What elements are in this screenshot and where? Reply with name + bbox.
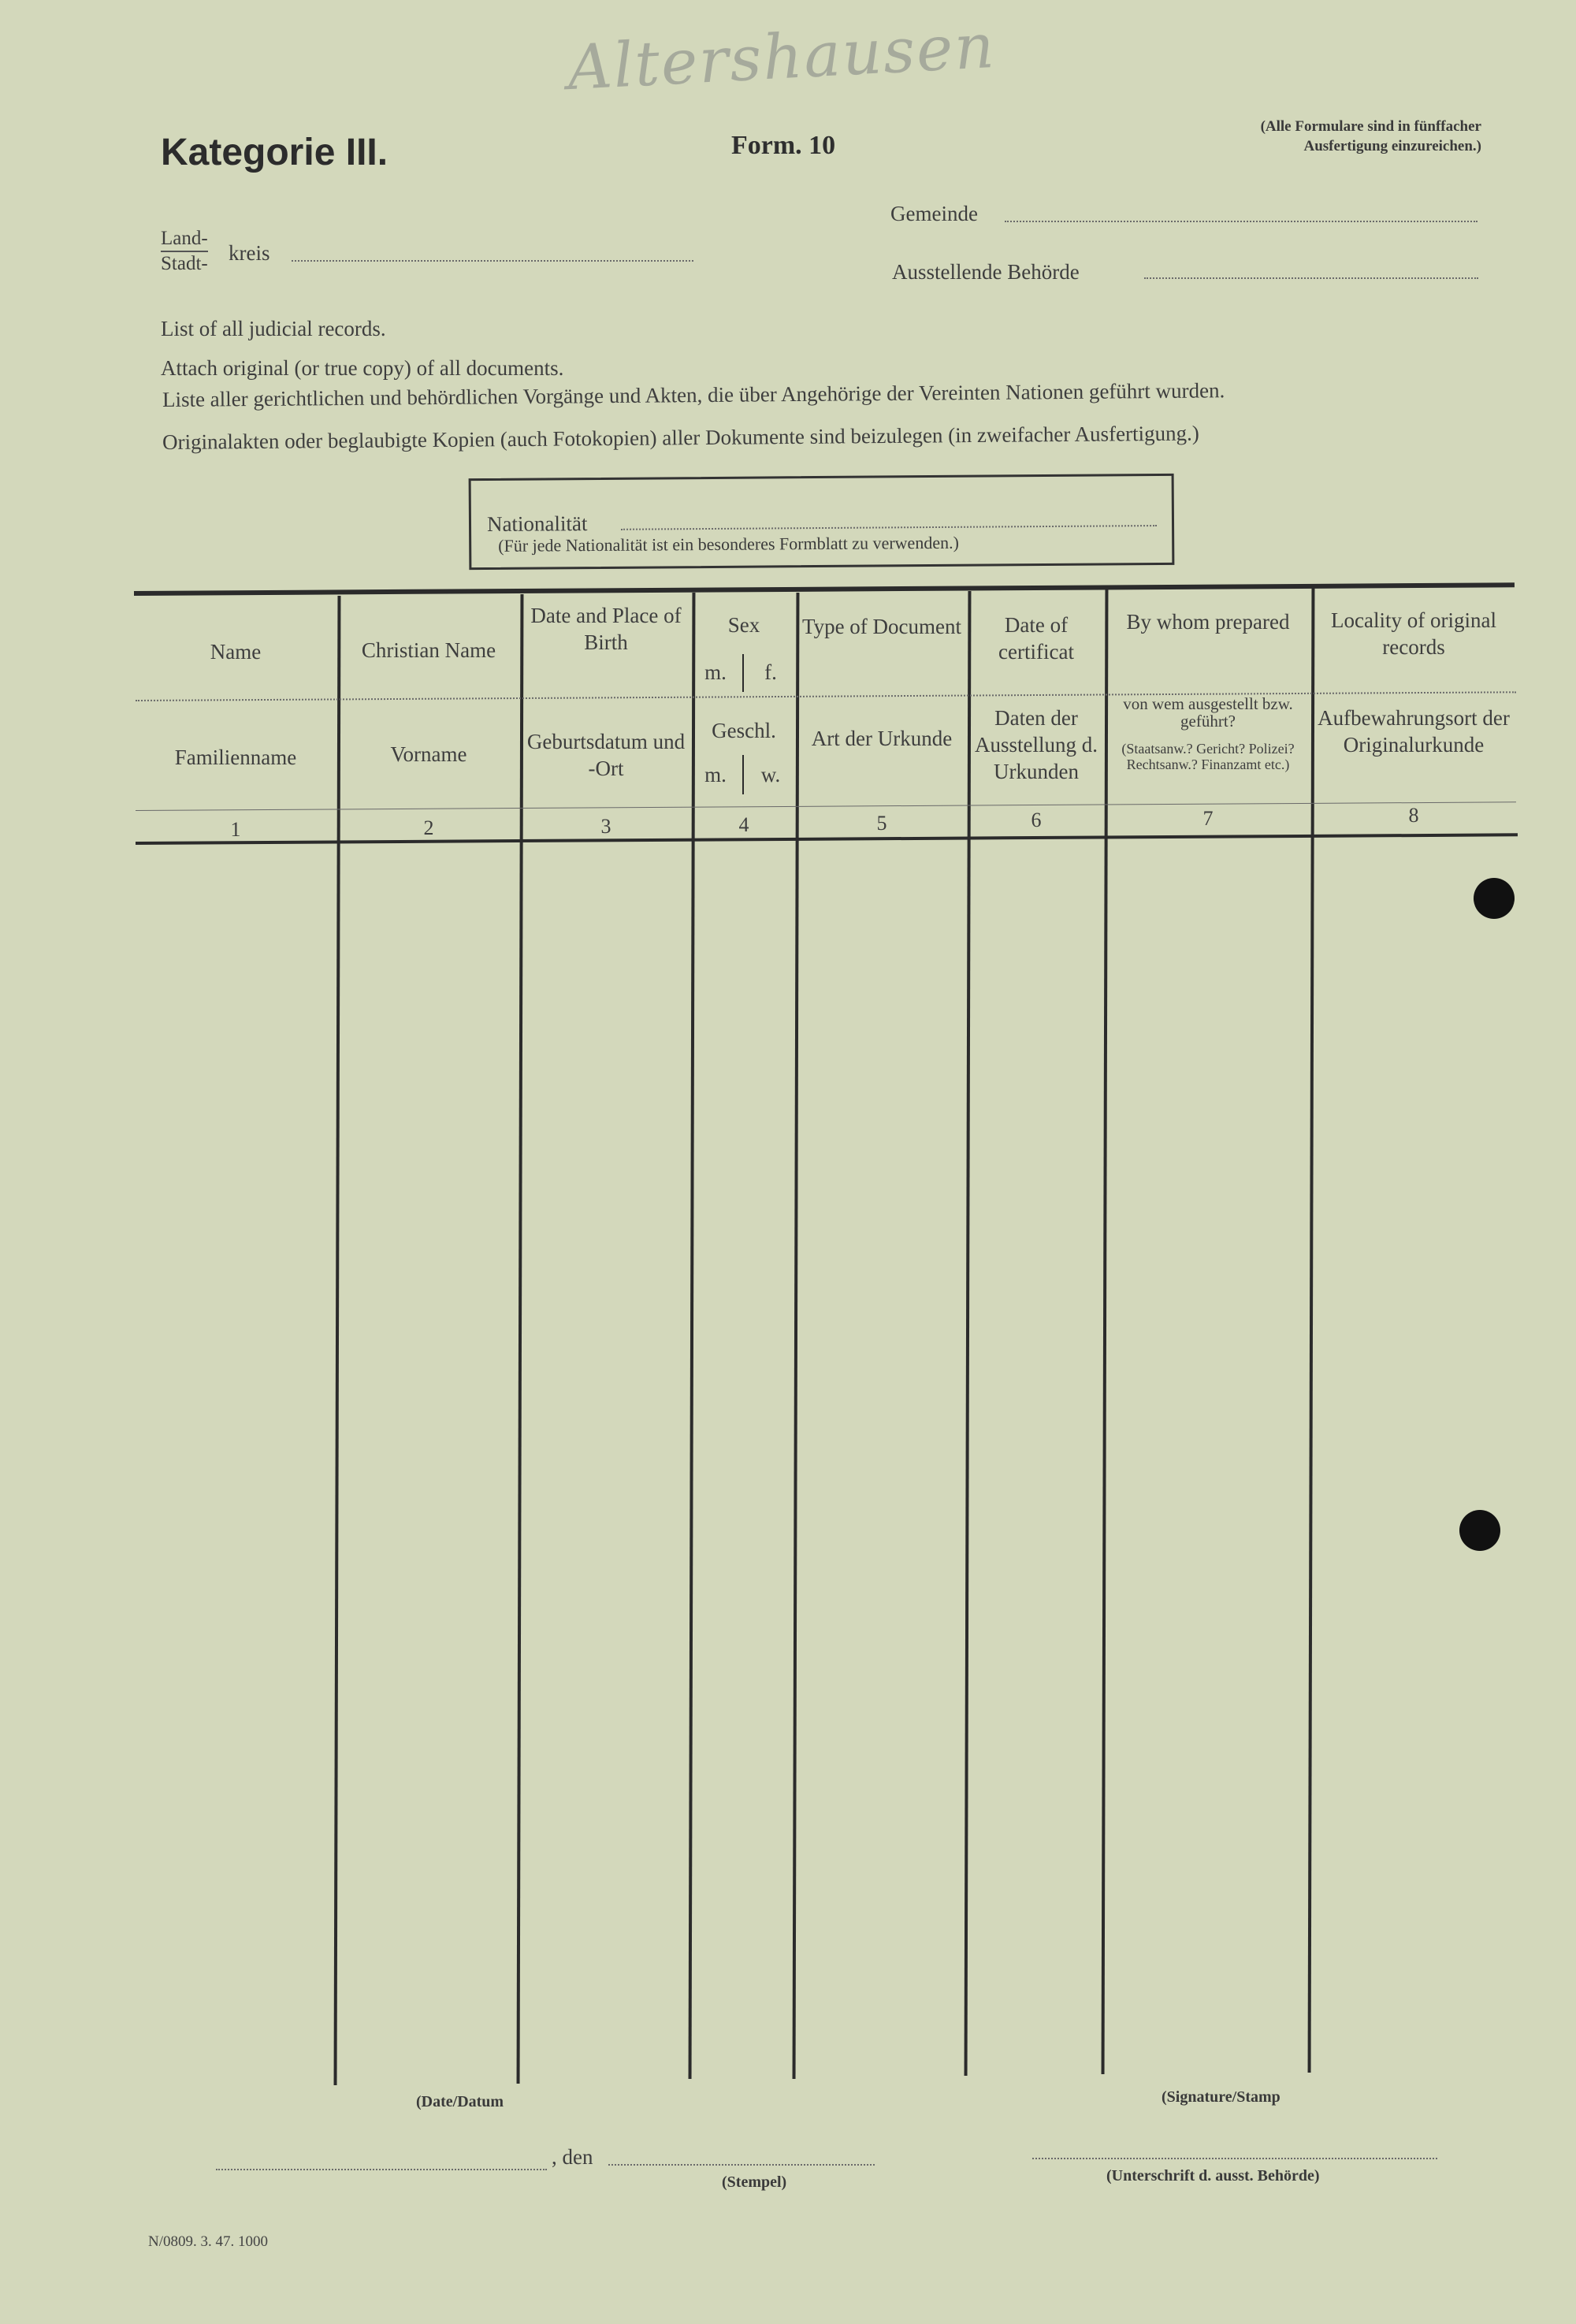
instruction-1: List of all judicial records. bbox=[161, 317, 386, 340]
signature-label: (Signature/Stamp bbox=[1162, 2088, 1280, 2106]
col4-en-m: m. bbox=[704, 660, 727, 684]
kreis-label: kreis bbox=[229, 241, 270, 265]
table-top-rule bbox=[134, 582, 1515, 596]
stempel-label: (Stempel) bbox=[722, 2173, 787, 2191]
col6-de: Daten der Ausstellung d. Urkunden bbox=[974, 706, 1098, 783]
nationality-box bbox=[469, 474, 1175, 570]
form-number: Form. 10 bbox=[731, 131, 836, 160]
col2-de: Vorname bbox=[390, 742, 467, 766]
copies-notice bbox=[1087, 117, 1481, 156]
stadt-label: Stadt- bbox=[161, 253, 208, 274]
col4-en: Sex bbox=[727, 613, 760, 637]
place-field[interactable] bbox=[216, 2169, 547, 2170]
col8-en: Locality of original records bbox=[1331, 608, 1496, 659]
col8-de: Aufbewahrungsort der Originalurkunde bbox=[1318, 706, 1510, 757]
copies-notice-line1: (Alle Formulare sind in fünffacher bbox=[1260, 118, 1481, 135]
punch-hole-upper bbox=[1474, 878, 1515, 919]
col4-en-divider bbox=[742, 654, 744, 692]
signature-field[interactable] bbox=[1032, 2158, 1437, 2159]
col4-de-w: w. bbox=[760, 763, 781, 786]
nationality-note: (Für jede Nationalität ist ein besonderes Formblatt zu verwenden.) bbox=[498, 532, 959, 556]
col6-en: Date of certificat bbox=[998, 613, 1074, 664]
col5-en: Type of Document bbox=[801, 615, 962, 638]
gemeinde-field[interactable] bbox=[1005, 221, 1478, 222]
instruction-2: Attach original (or true copy) of all documents. bbox=[161, 356, 564, 380]
col6-number: 6 bbox=[1031, 809, 1042, 831]
date-label: (Date/Datum bbox=[416, 2093, 504, 2110]
col5-de: Art der Urkunde bbox=[811, 727, 953, 750]
punch-hole-lower bbox=[1459, 1510, 1500, 1551]
district-field[interactable] bbox=[292, 260, 693, 262]
gemeinde-label: Gemeinde bbox=[890, 202, 978, 225]
col3-en: Date and Place of Birth bbox=[530, 604, 682, 654]
col7-number: 7 bbox=[1202, 807, 1214, 830]
col4-number: 4 bbox=[738, 813, 749, 836]
col2-number: 2 bbox=[423, 816, 434, 839]
copies-notice-line2: Ausfertigung einzureichen.) bbox=[1303, 138, 1481, 154]
print-code: N/0809. 3. 47. 1000 bbox=[148, 2233, 268, 2250]
land-label: Land- bbox=[161, 227, 208, 252]
behoerde-field[interactable] bbox=[1144, 277, 1478, 279]
instruction-4: Originalakten oder beglaubigte Kopien (auch Fotokopien) aller Dokumente sind beizulegen (in zweifacher Ausfertigung.) bbox=[162, 421, 1199, 454]
col5-number: 5 bbox=[876, 812, 887, 835]
col7-de-note: (Staatsanw.? Gericht? Polizei? Rechtsanw.? Finanzamt etc.) bbox=[1121, 741, 1295, 772]
col4-de: Geschl. bbox=[712, 719, 776, 742]
col2-en: Christian Name bbox=[361, 638, 496, 662]
behoerde-label: Ausstellende Behörde bbox=[892, 260, 1080, 284]
nationality-field[interactable] bbox=[621, 525, 1157, 530]
category-title: Kategorie III. bbox=[161, 132, 388, 173]
col1-de: Familienname bbox=[174, 746, 297, 769]
unterschrift-label: (Unterschrift d. ausst. Behörde) bbox=[1106, 2167, 1320, 2185]
col4-en-f: f. bbox=[764, 660, 777, 684]
col1-number: 1 bbox=[230, 818, 241, 841]
col3-de: Geburtsdatum und -Ort bbox=[526, 730, 686, 780]
col7-en: By whom prepared bbox=[1126, 610, 1290, 634]
col7-de: von wem ausgestellt bzw. geführt? bbox=[1123, 694, 1293, 731]
col3-number: 3 bbox=[600, 815, 611, 838]
col1-en: Name bbox=[210, 640, 262, 664]
col4-de-divider bbox=[742, 755, 744, 794]
nationality-label: Nationalität bbox=[486, 511, 588, 536]
district-label bbox=[161, 227, 208, 276]
instruction-3: Liste aller gerichtlichen und behördlichen Vorgänge und Akten, die über Angehörige der Vereinten Nationen geführt wurden. bbox=[162, 378, 1225, 411]
col8-number: 8 bbox=[1408, 804, 1419, 827]
col4-de-m: m. bbox=[704, 763, 727, 786]
date-field[interactable] bbox=[608, 2164, 875, 2166]
den-label: , den bbox=[552, 2145, 593, 2169]
handwritten-note: Altershausen bbox=[566, 10, 998, 105]
